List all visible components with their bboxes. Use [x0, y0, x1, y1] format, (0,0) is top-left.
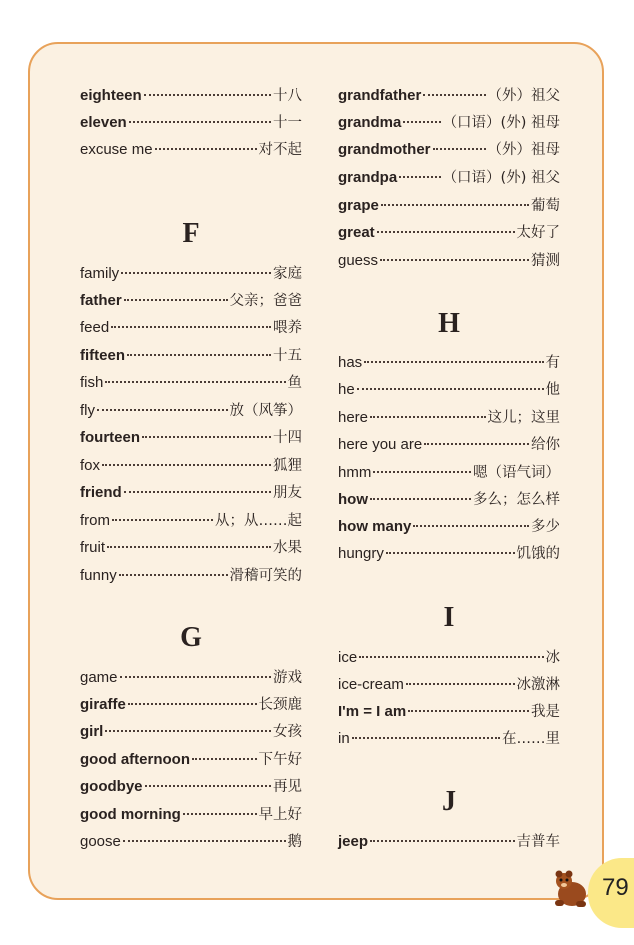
- section-letter-j: J: [442, 786, 456, 817]
- entry-fox: fox 狐狸: [80, 457, 302, 474]
- entry-grandmother: grandmother （外）祖母: [338, 141, 560, 158]
- page-number: 79: [602, 874, 629, 901]
- entry-good-afternoon: good afternoon 下午好: [80, 751, 302, 768]
- section-letter-i: I: [443, 602, 455, 633]
- entry-hungry: hungry 饥饿的: [338, 545, 560, 562]
- entry-in: in 在……里: [338, 730, 560, 747]
- section-letter-h: H: [438, 308, 460, 339]
- entry-fifteen: fifteen 十五: [80, 347, 302, 364]
- entry-funny: funny 滑稽可笑的: [80, 567, 302, 584]
- entry-eleven: eleven 十一: [80, 114, 302, 131]
- entry-grandpa: grandpa （口语）(外) 祖父: [338, 169, 560, 186]
- entry-family: family 家庭: [80, 265, 302, 282]
- entry-i-am: I'm = I am 我是: [338, 703, 560, 720]
- entry-grandma: grandma （口语）(外) 祖母: [338, 114, 560, 131]
- entry-here-you-are: here you are 给你: [338, 436, 560, 453]
- entry-goodbye: goodbye 再见: [80, 778, 302, 795]
- entry-fly: fly 放（风筝）: [80, 402, 302, 419]
- entry-good-morning: good morning 早上好: [80, 806, 302, 823]
- entry-ice: ice 冰: [338, 649, 560, 666]
- entry-he: he 他: [338, 381, 560, 398]
- entry-fourteen: fourteen 十四: [80, 429, 302, 446]
- section-letter-g: G: [180, 622, 202, 653]
- entry-game: game 游戏: [80, 669, 302, 686]
- entry-jeep: jeep 吉普车: [338, 833, 560, 850]
- entry-has: has 有: [338, 354, 560, 371]
- entry-feed: feed 喂养: [80, 319, 302, 336]
- entry-giraffe: giraffe 长颈鹿: [80, 696, 302, 713]
- entry-girl: girl 女孩: [80, 723, 302, 740]
- entry-great: great 太好了: [338, 224, 560, 241]
- entry-here: here 这儿；这里: [338, 409, 560, 426]
- section-letter-f: F: [182, 218, 200, 249]
- entry-grape: grape 葡萄: [338, 197, 560, 214]
- entry-eighteen: eighteen 十八: [80, 87, 302, 104]
- entry-friend: friend 朋友: [80, 484, 302, 501]
- bear-mascot-icon: [548, 868, 594, 910]
- entry-how-many: how many 多少: [338, 518, 560, 535]
- entry-excuse-me: excuse me 对不起: [80, 141, 302, 158]
- entry-fish: fish 鱼: [80, 374, 302, 391]
- entry-from: from 从；从……起: [80, 512, 302, 529]
- entry-ice-cream: ice-cream 冰激淋: [338, 676, 560, 693]
- entry-goose: goose 鹅: [80, 833, 302, 850]
- entry-grandfather: grandfather （外）祖父: [338, 87, 560, 104]
- entry-how: how 多么；怎么样: [338, 491, 560, 508]
- entry-guess: guess 猜测: [338, 252, 560, 269]
- entry-hmm: hmm 嗯（语气词）: [338, 464, 560, 481]
- entry-fruit: fruit 水果: [80, 539, 302, 556]
- entry-father: father 父亲；爸爸: [80, 292, 302, 309]
